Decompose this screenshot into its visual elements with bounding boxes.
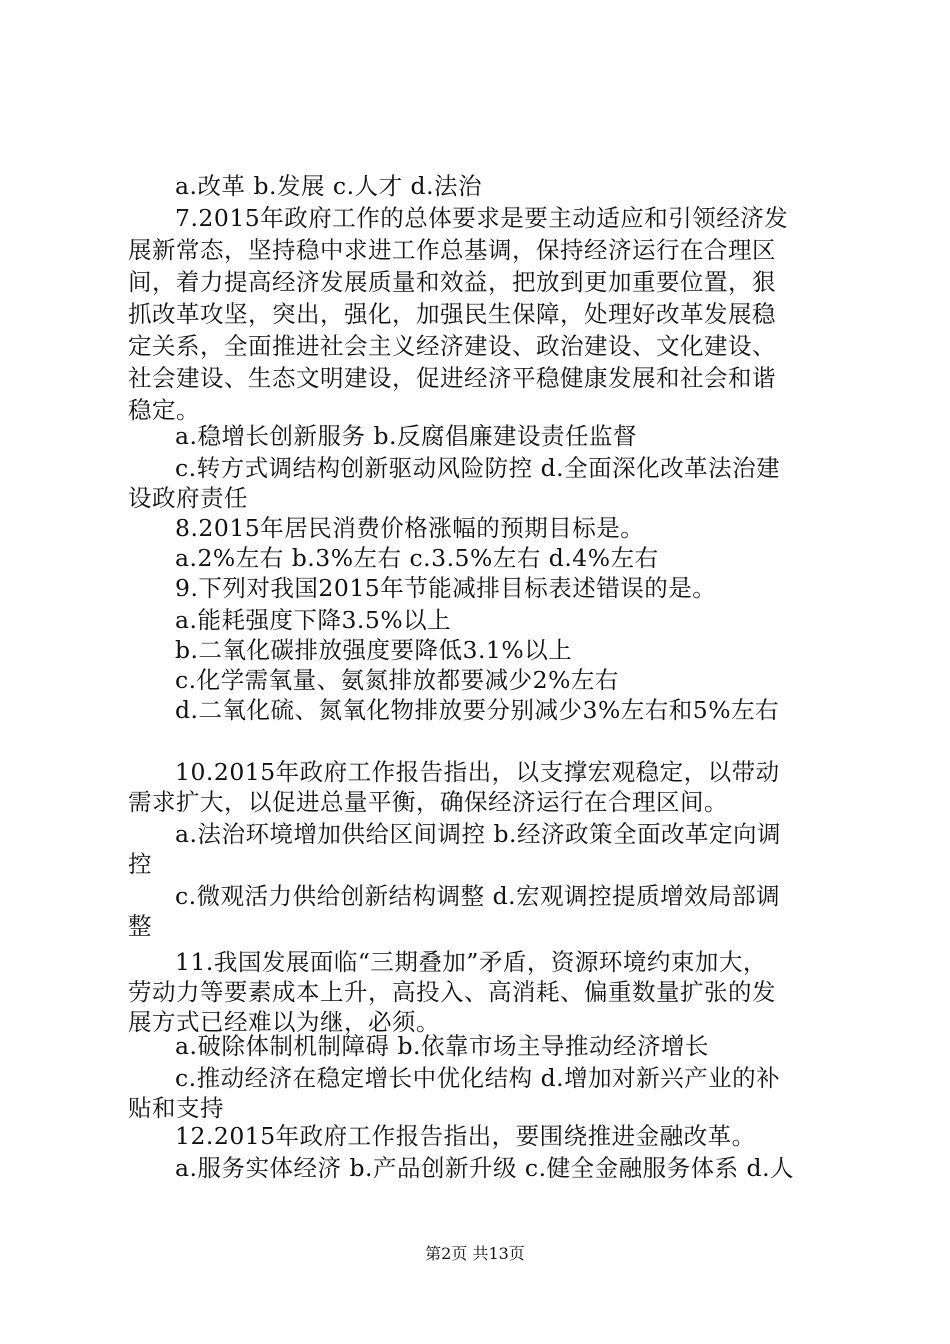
text-line: d.二氧化硫、氮氧化物排放要分别减少3%左右和5%左右 xyxy=(175,696,780,724)
text-line: a.能耗强度下降3.5%以上 xyxy=(175,606,452,634)
text-line: 劳动力等要素成本上升，高投入、高消耗、偏重数量扩张的发 xyxy=(128,978,776,1006)
text-line: 展新常态，坚持稳中求进工作总基调，保持经济运行在合理区 xyxy=(128,236,776,264)
text-line: 社会建设、生态文明建设，促进经济平稳健康发展和社会和谐 xyxy=(128,364,776,392)
text-line: 控 xyxy=(128,850,152,878)
text-line: a.2%左右 b.3%左右 c.3.5%左右 d.4%左右 xyxy=(175,544,659,572)
text-line: 设政府责任 xyxy=(128,484,248,512)
text-line: a.法治环境增加供给区间调控 b.经济政策全面改革定向调 xyxy=(175,820,781,848)
text-line: 8.2015年居民消费价格涨幅的预期目标是。 xyxy=(175,514,645,542)
page-footer: 第2页 共13页 xyxy=(425,1244,525,1263)
text-line: 9.下列对我国2015年节能减排目标表述错误的是。 xyxy=(175,574,717,602)
text-line: a.服务实体经济 b.产品创新升级 c.健全金融服务体系 d.人 xyxy=(175,1154,795,1182)
text-line: c.化学需氧量、氨氮排放都要减少2%左右 xyxy=(175,666,619,694)
text-line: 整 xyxy=(128,912,152,940)
text-line: 12.2015年政府工作报告指出，要围绕推进金融改革。 xyxy=(175,1122,756,1150)
text-line: a.改革 b.发展 c.人才 d.法治 xyxy=(175,172,483,200)
text-line: c.微观活力供给创新结构调整 d.宏观调控提质增效局部调 xyxy=(175,882,781,910)
text-line: 展方式已经难以为继，必须。 xyxy=(128,1008,440,1036)
text-line: a.稳增长创新服务 b.反腐倡廉建设责任监督 xyxy=(175,422,637,450)
text-line: c.推动经济在稳定增长中优化结构 d.增加对新兴产业的补 xyxy=(175,1064,781,1092)
text-line: a.破除体制机制障碍 b.依靠市场主导推动经济增长 xyxy=(175,1032,709,1060)
text-line: c.转方式调结构创新驱动风险防控 d.全面深化改革法治建 xyxy=(175,454,781,482)
text-line: 7.2015年政府工作的总体要求是要主动适应和引领经济发 xyxy=(175,204,789,232)
text-line: 需求扩大，以促进总量平衡，确保经济运行在合理区间。 xyxy=(128,788,728,816)
text-line: 11.我国发展面临“三期叠加”矛盾，资源环境约束加大， xyxy=(175,948,767,976)
text-line: b.二氧化碳排放强度要降低3.1%以上 xyxy=(175,636,573,664)
text-line: 贴和支持 xyxy=(128,1094,224,1122)
text-line: 10.2015年政府工作报告指出，以支撑宏观稳定，以带动 xyxy=(175,758,780,786)
text-line: 定关系，全面推进社会主义经济建设、政治建设、文化建设、 xyxy=(128,332,776,360)
text-line: 间，着力提高经济发展质量和效益，把放到更加重要位置，狠 xyxy=(128,268,776,296)
text-line: 抓改革攻坚，突出，强化，加强民生保障，处理好改革发展稳 xyxy=(128,300,776,328)
text-line: 稳定。 xyxy=(128,396,200,424)
